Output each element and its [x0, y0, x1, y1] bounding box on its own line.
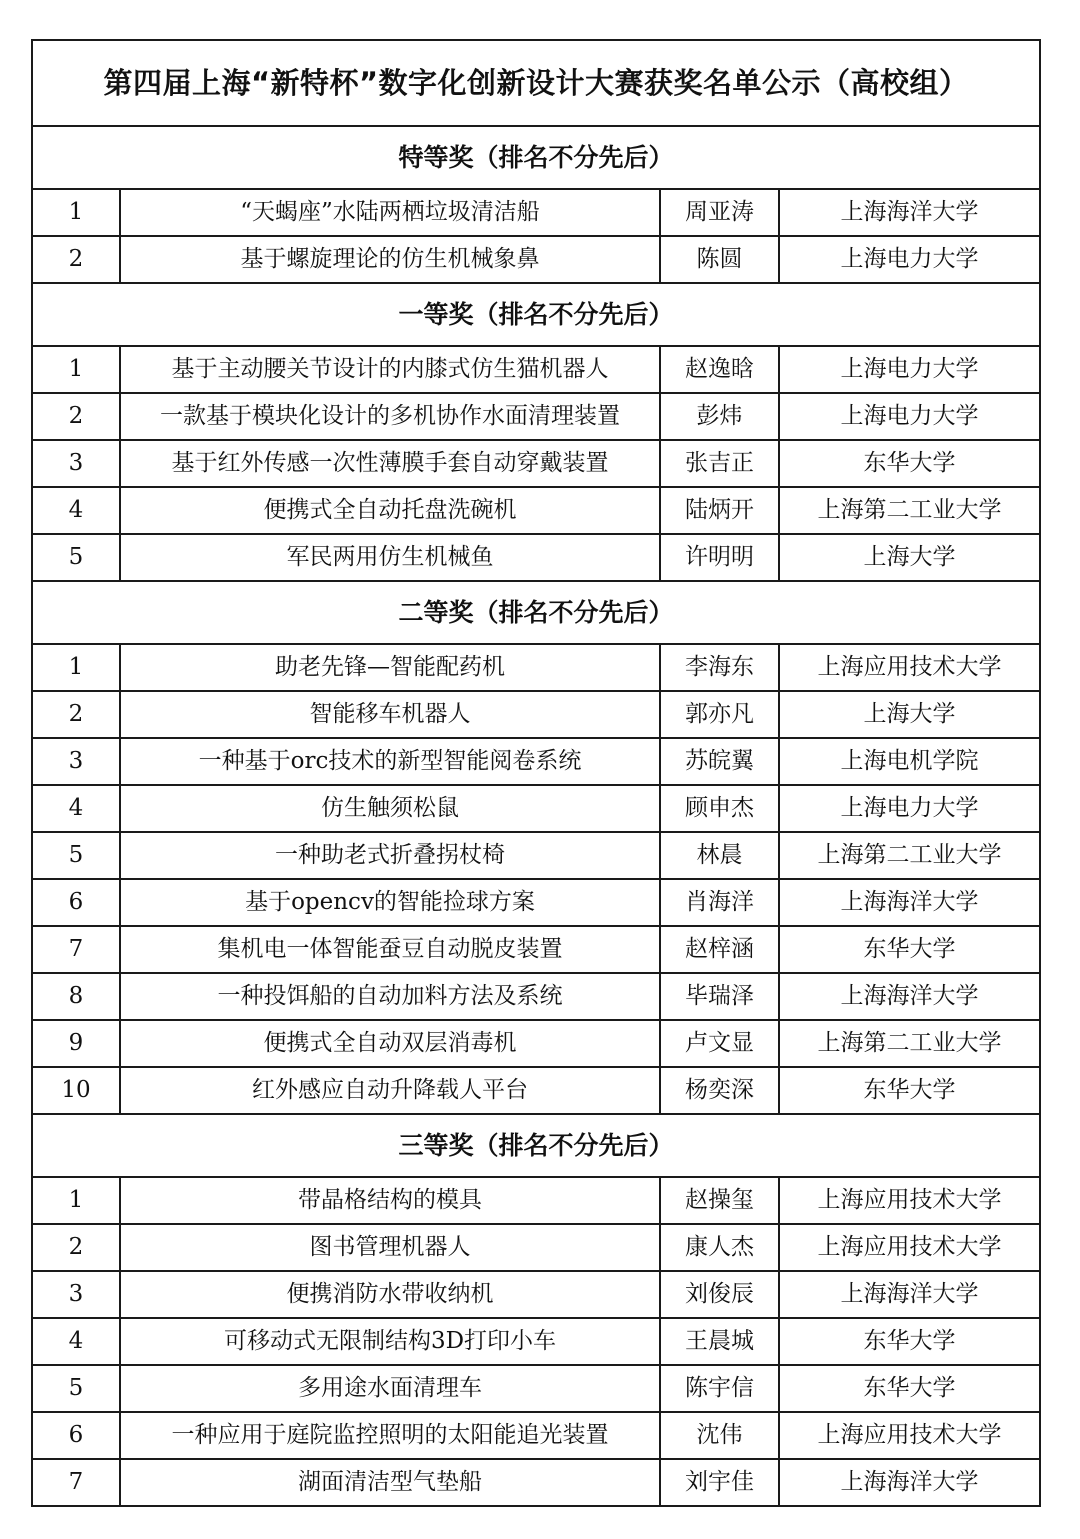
- section-header-second-prize: [32, 581, 1040, 644]
- row-number-cell: 5: [32, 832, 120, 879]
- table-row: [32, 393, 1040, 440]
- winner-name-cell: 陈圆: [660, 236, 779, 283]
- row-number-cell: 2: [32, 236, 120, 283]
- section-heading: 一等奖（排名不分先后）: [32, 283, 1040, 346]
- row-number-cell: 3: [32, 1271, 120, 1318]
- row-number-cell: 1: [32, 346, 120, 393]
- project-name-cell: 可移动式无限制结构3D打印小车: [120, 1318, 660, 1365]
- winner-name-cell: 陈宇信: [660, 1365, 779, 1412]
- school-name-cell: 上海应用技术大学: [779, 1412, 1040, 1459]
- table-row: [32, 487, 1040, 534]
- table-row: [32, 1412, 1040, 1459]
- row-number-cell: 2: [32, 393, 120, 440]
- winner-name-cell: 赵梓涵: [660, 926, 779, 973]
- project-name-cell: 智能移车机器人: [120, 691, 660, 738]
- winner-name-cell: 肖海洋: [660, 879, 779, 926]
- winner-name-cell: 沈伟: [660, 1412, 779, 1459]
- row-number-cell: 6: [32, 1412, 120, 1459]
- school-name-cell: 上海海洋大学: [779, 1271, 1040, 1318]
- row-number-cell: 7: [32, 926, 120, 973]
- table-row: [32, 832, 1040, 879]
- table-row: [32, 1177, 1040, 1224]
- project-name-cell: 一种投饵船的自动加料方法及系统: [120, 973, 660, 1020]
- project-name-cell: 一种应用于庭院监控照明的太阳能追光装置: [120, 1412, 660, 1459]
- project-name-cell: 助老先锋—智能配药机: [120, 644, 660, 691]
- table-row: [32, 926, 1040, 973]
- winner-name-cell: 王晨城: [660, 1318, 779, 1365]
- winner-name-cell: 周亚涛: [660, 189, 779, 236]
- school-name-cell: 上海电机学院: [779, 738, 1040, 785]
- section-header-third-prize: [32, 1114, 1040, 1177]
- project-name-cell: 基于螺旋理论的仿生机械象鼻: [120, 236, 660, 283]
- row-number-cell: 6: [32, 879, 120, 926]
- row-number-cell: 4: [32, 785, 120, 832]
- row-number-cell: 5: [32, 1365, 120, 1412]
- row-number-cell: 9: [32, 1020, 120, 1067]
- section-heading: 三等奖（排名不分先后）: [32, 1114, 1040, 1177]
- school-name-cell: 上海电力大学: [779, 346, 1040, 393]
- row-number-cell: 10: [32, 1067, 120, 1114]
- section-heading: 二等奖（排名不分先后）: [32, 581, 1040, 644]
- school-name-cell: 上海海洋大学: [779, 1459, 1040, 1506]
- winner-name-cell: 卢文显: [660, 1020, 779, 1067]
- table-row: [32, 1365, 1040, 1412]
- table-row: [32, 644, 1040, 691]
- row-number-cell: 4: [32, 1318, 120, 1365]
- row-number-cell: 2: [32, 691, 120, 738]
- winner-name-cell: 刘俊辰: [660, 1271, 779, 1318]
- project-name-cell: “天蝎座”水陆两栖垃圾清洁船: [120, 189, 660, 236]
- school-name-cell: 东华大学: [779, 1067, 1040, 1114]
- section-heading: 特等奖（排名不分先后）: [32, 126, 1040, 189]
- school-name-cell: 上海应用技术大学: [779, 644, 1040, 691]
- section-header-special-prize: [32, 126, 1040, 189]
- table-row: [32, 534, 1040, 581]
- table-row: [32, 189, 1040, 236]
- row-number-cell: 5: [32, 534, 120, 581]
- table-row: [32, 1224, 1040, 1271]
- school-name-cell: 上海第二工业大学: [779, 487, 1040, 534]
- row-number-cell: 8: [32, 973, 120, 1020]
- project-name-cell: 集机电一体智能蚕豆自动脱皮装置: [120, 926, 660, 973]
- table-row: [32, 691, 1040, 738]
- winner-name-cell: 赵操玺: [660, 1177, 779, 1224]
- winner-name-cell: 李海东: [660, 644, 779, 691]
- project-name-cell: 带晶格结构的模具: [120, 1177, 660, 1224]
- award-list-table: [31, 39, 1041, 1507]
- school-name-cell: 上海海洋大学: [779, 973, 1040, 1020]
- table-row: [32, 440, 1040, 487]
- project-name-cell: 一种助老式折叠拐杖椅: [120, 832, 660, 879]
- winner-name-cell: 苏皖翼: [660, 738, 779, 785]
- title-row: [32, 40, 1040, 126]
- winner-name-cell: 彭炜: [660, 393, 779, 440]
- project-name-cell: 军民两用仿生机械鱼: [120, 534, 660, 581]
- school-name-cell: 上海海洋大学: [779, 879, 1040, 926]
- school-name-cell: 东华大学: [779, 1365, 1040, 1412]
- school-name-cell: 上海电力大学: [779, 785, 1040, 832]
- school-name-cell: 上海第二工业大学: [779, 1020, 1040, 1067]
- winner-name-cell: 陆炳开: [660, 487, 779, 534]
- row-number-cell: 4: [32, 487, 120, 534]
- winner-name-cell: 杨奕深: [660, 1067, 779, 1114]
- winner-name-cell: 郭亦凡: [660, 691, 779, 738]
- table-row: [32, 1020, 1040, 1067]
- award-list-body: [32, 40, 1040, 1506]
- table-row: [32, 346, 1040, 393]
- project-name-cell: 图书管理机器人: [120, 1224, 660, 1271]
- school-name-cell: 上海电力大学: [779, 393, 1040, 440]
- table-row: [32, 973, 1040, 1020]
- school-name-cell: 上海大学: [779, 691, 1040, 738]
- project-name-cell: 一种基于orc技术的新型智能阅卷系统: [120, 738, 660, 785]
- project-name-cell: 便携消防水带收纳机: [120, 1271, 660, 1318]
- winner-name-cell: 张吉正: [660, 440, 779, 487]
- school-name-cell: 上海应用技术大学: [779, 1177, 1040, 1224]
- project-name-cell: 基于opencv的智能捡球方案: [120, 879, 660, 926]
- page-title: 第四届上海“新特杯”数字化创新设计大赛获奖名单公示（高校组）: [32, 40, 1040, 126]
- winner-name-cell: 康人杰: [660, 1224, 779, 1271]
- project-name-cell: 仿生触须松鼠: [120, 785, 660, 832]
- table-row: [32, 1318, 1040, 1365]
- school-name-cell: 东华大学: [779, 1318, 1040, 1365]
- winner-name-cell: 毕瑞泽: [660, 973, 779, 1020]
- project-name-cell: 一款基于模块化设计的多机协作水面清理装置: [120, 393, 660, 440]
- row-number-cell: 1: [32, 644, 120, 691]
- winner-name-cell: 林晨: [660, 832, 779, 879]
- project-name-cell: 红外感应自动升降载人平台: [120, 1067, 660, 1114]
- row-number-cell: 3: [32, 738, 120, 785]
- row-number-cell: 1: [32, 1177, 120, 1224]
- section-header-first-prize: [32, 283, 1040, 346]
- project-name-cell: 基于主动腰关节设计的内膝式仿生猫机器人: [120, 346, 660, 393]
- project-name-cell: 便携式全自动托盘洗碗机: [120, 487, 660, 534]
- row-number-cell: 2: [32, 1224, 120, 1271]
- school-name-cell: 上海大学: [779, 534, 1040, 581]
- table-row: [32, 1459, 1040, 1506]
- project-name-cell: 湖面清洁型气垫船: [120, 1459, 660, 1506]
- school-name-cell: 上海海洋大学: [779, 189, 1040, 236]
- table-row: [32, 738, 1040, 785]
- winner-name-cell: 赵逸晗: [660, 346, 779, 393]
- row-number-cell: 1: [32, 189, 120, 236]
- table-row: [32, 1271, 1040, 1318]
- school-name-cell: 上海第二工业大学: [779, 832, 1040, 879]
- table-row: [32, 785, 1040, 832]
- winner-name-cell: 刘宇佳: [660, 1459, 779, 1506]
- winner-name-cell: 顾申杰: [660, 785, 779, 832]
- table-row: [32, 879, 1040, 926]
- school-name-cell: 东华大学: [779, 926, 1040, 973]
- row-number-cell: 3: [32, 440, 120, 487]
- project-name-cell: 基于红外传感一次性薄膜手套自动穿戴装置: [120, 440, 660, 487]
- row-number-cell: 7: [32, 1459, 120, 1506]
- table-row: [32, 236, 1040, 283]
- project-name-cell: 便携式全自动双层消毒机: [120, 1020, 660, 1067]
- school-name-cell: 上海电力大学: [779, 236, 1040, 283]
- school-name-cell: 上海应用技术大学: [779, 1224, 1040, 1271]
- table-row: [32, 1067, 1040, 1114]
- project-name-cell: 多用途水面清理车: [120, 1365, 660, 1412]
- school-name-cell: 东华大学: [779, 440, 1040, 487]
- winner-name-cell: 许明明: [660, 534, 779, 581]
